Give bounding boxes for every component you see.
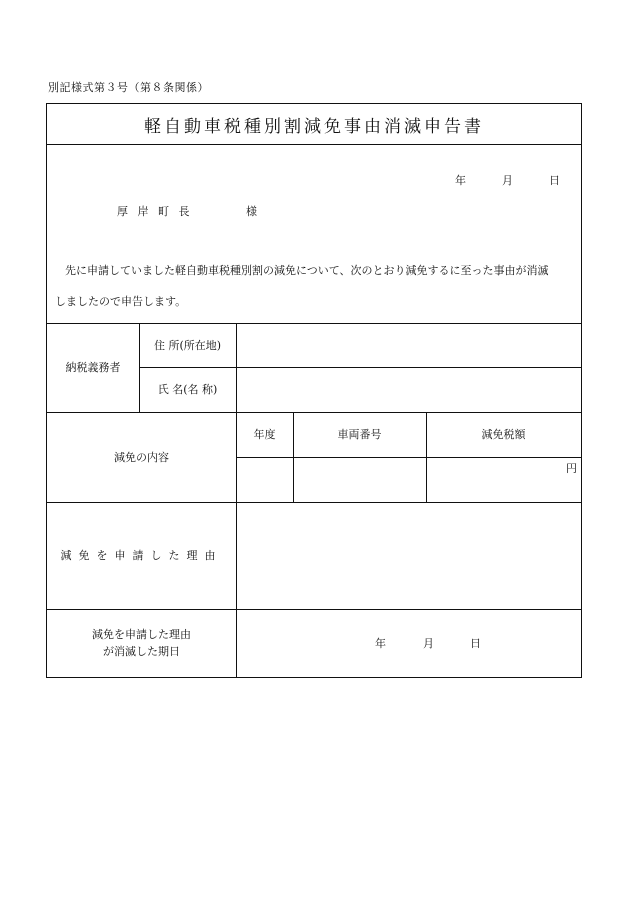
vehicle-number-header-cell xyxy=(293,412,426,457)
taxpayer-label-cell xyxy=(47,323,139,412)
expiry-label-wrap xyxy=(92,626,191,660)
expiry-label-line-2: が消滅した期日 xyxy=(103,645,180,658)
amount-header: 減免税額 xyxy=(481,428,526,441)
expiry-year-label: 年 xyxy=(375,637,386,650)
date-year-label: 年 xyxy=(455,174,466,187)
title-row xyxy=(47,104,581,145)
name-label: 氏 名(名 称) xyxy=(157,383,218,396)
addressee-honorific: 様 xyxy=(246,205,257,218)
address-label-cell xyxy=(139,323,236,367)
addressee-name: 厚 岸 町 長 xyxy=(117,205,193,218)
reason-label-cell xyxy=(47,502,236,609)
reason-label: 減免を申請した理由 xyxy=(60,549,223,562)
statement-line-2: しましたので申告します。 xyxy=(55,295,187,308)
statement-line-1: 先に申請していました軽自動車税種別割の減免について、次のとおり減免するに至った事由が消滅 xyxy=(65,264,549,277)
exemption-label: 減免の内容 xyxy=(114,450,169,464)
form-number-label: 別記様式第３号（第８条関係） xyxy=(48,81,209,94)
date-month-label: 月 xyxy=(502,174,513,187)
expiry-month-label: 月 xyxy=(423,637,434,650)
address-field[interactable] xyxy=(237,324,581,367)
vehicle-number-header: 車両番号 xyxy=(337,428,382,441)
declaration-form xyxy=(46,103,582,678)
reason-field[interactable] xyxy=(237,503,581,609)
amount-field[interactable] xyxy=(427,458,581,502)
expiry-date-field[interactable] xyxy=(237,610,581,677)
name-field[interactable] xyxy=(237,368,581,412)
expiry-day-label: 日 xyxy=(470,637,481,650)
yen-unit-label: 円 xyxy=(566,462,577,475)
year-header-cell xyxy=(236,412,293,457)
date-day-label: 日 xyxy=(549,174,560,187)
year-header: 年度 xyxy=(253,428,276,441)
vehicle-number-field[interactable] xyxy=(294,458,426,502)
exemption-label-cell xyxy=(47,412,236,502)
taxpayer-label: 納税義務者 xyxy=(65,361,121,374)
year-field[interactable] xyxy=(237,458,293,502)
address-label: 住 所(所在地) xyxy=(153,338,222,352)
amount-header-cell xyxy=(426,412,581,457)
name-label-cell xyxy=(139,367,236,412)
form-title: 軽自動車税種別割減免事由消滅申告書 xyxy=(144,116,484,137)
expiry-label-line-1: 減免を申請した理由 xyxy=(92,628,191,641)
expiry-label-cell xyxy=(47,609,236,677)
